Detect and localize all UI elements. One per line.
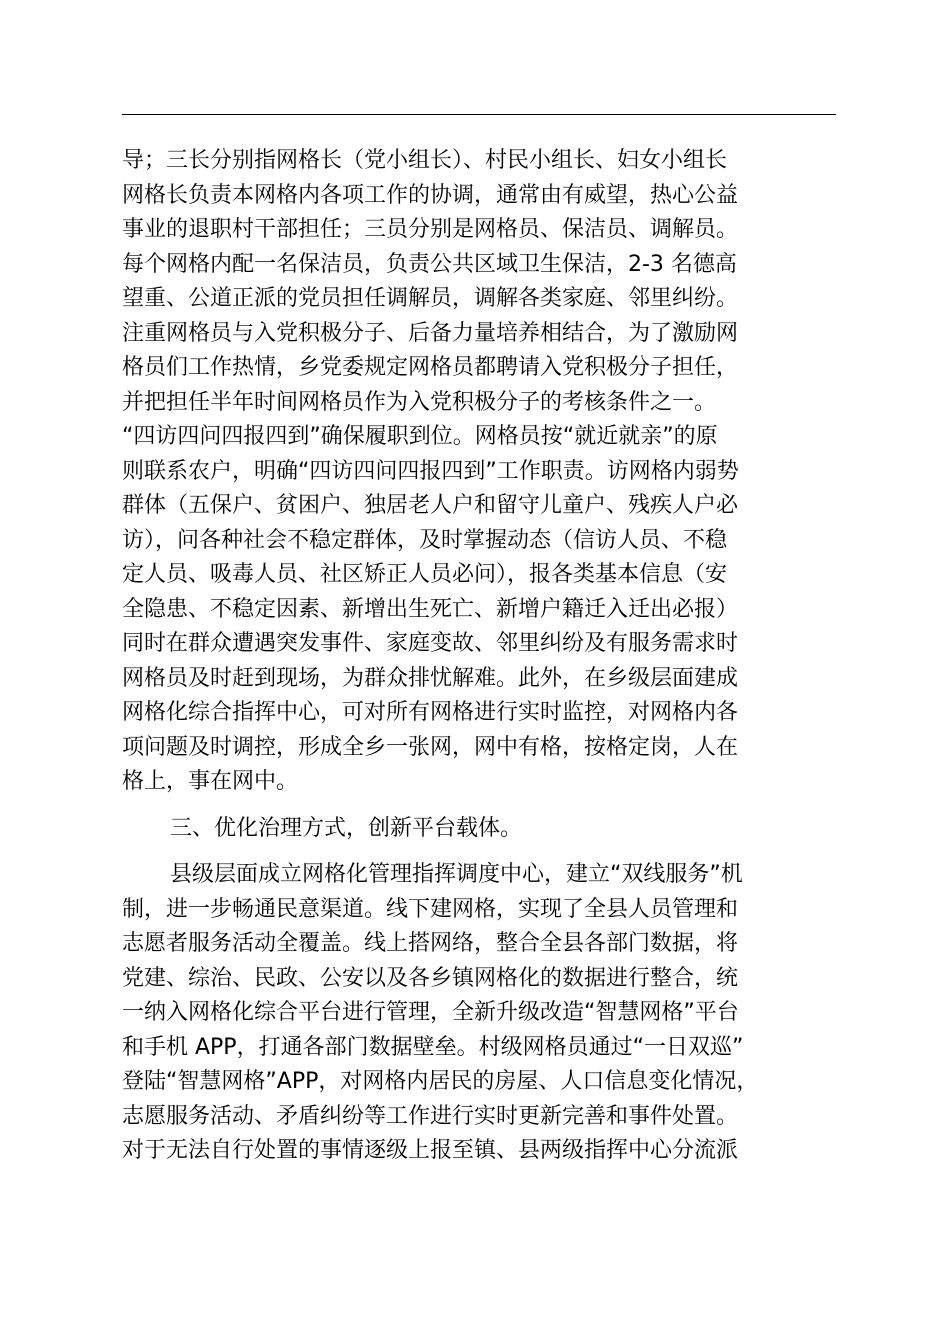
text-line: 每个网格内配一名保洁员，负责公共区域卫生保洁，2-3 名德高 <box>122 251 737 277</box>
text-line: 访），问各种社会不稳定群体，及时掌握动态（信访人员、不稳 <box>122 527 728 553</box>
text-line: 定人员、吸毒人员、社区矫正人员必问），报各类基本信息（安 <box>122 562 728 587</box>
text-line: 县级层面成立网格化管理指挥调度中心，建立“双线服务”机 <box>170 862 743 887</box>
document-body <box>122 144 862 1169</box>
header-rule <box>122 114 836 115</box>
text-line: 登陆“智慧网格”APP，对网格内居民的房屋、人口信息变化情况， <box>122 1069 759 1094</box>
text-line: 格上，事在网中。 <box>122 769 299 794</box>
text-line: 网格员及时赶到现场，为群众排忧解难。此外，在乡级层面建成 <box>122 665 739 691</box>
text-line: 则联系农户，明确“四访四问四报四到”工作职责。访网格内弱势 <box>122 458 739 484</box>
text-line: 同时在群众遭遇突发事件、家庭变故、邻里纠纷及有服务需求时 <box>122 631 739 656</box>
text-line: 一纳入网格化综合平台进行管理，全新升级改造“智慧网格”平台 <box>122 1000 739 1025</box>
text-line: 导；三长分别指网格长（党小组长）、村民小组长、妇女小组长 <box>122 148 728 173</box>
text-line: 志愿服务活动、矛盾纠纷等工作进行实时更新完善和事件处置。 <box>122 1103 739 1129</box>
text-line: 格员们工作热情，乡党委规定网格员都聘请入党积极分子担任， <box>122 355 739 380</box>
text-line: 望重、公道正派的党员担任调解员，调解各类家庭、邻里纠纷。 <box>122 286 739 311</box>
text-line: 群体（五保户、贫困户、独居老人户和留守儿童户、残疾人户必 <box>122 493 739 518</box>
text-line: 志愿者服务活动全覆盖。线上搭网络，整合全县各部门数据，将 <box>122 931 739 956</box>
paragraph-gap <box>122 800 862 812</box>
text-line: 党建、综治、民政、公安以及各乡镇网格化的数据进行整合，统 <box>122 965 739 991</box>
text-line: 网格长负责本网格内各项工作的协调，通常由有威望，热心公益 <box>122 182 739 208</box>
text-line: 项问题及时调控，形成全乡一张网，网中有格，按格定岗，人在 <box>122 734 739 760</box>
text-line: 制，进一步畅通民意渠道。线下建网格，实现了全县人员管理和 <box>122 896 739 922</box>
text-line: 网格化综合指挥中心，可对所有网格进行实时监控，对网格内各 <box>122 700 739 725</box>
text-line: 全隐患、不稳定因素、新增出生死亡、新增户籍迁入迁出必报） <box>122 596 739 622</box>
text-line: 和手机 APP，打通各部门数据壁垒。村级网格员通过“一日双巡” <box>122 1034 744 1060</box>
section-heading: 三、优化治理方式，创新平台载体。 <box>170 815 523 841</box>
paragraph-gap <box>122 846 862 858</box>
text-line: “四访四问四报四到”确保履职到位。网格员按“就近就亲”的原 <box>122 424 718 449</box>
text-line: 并把担任半年时间网格员作为入党积极分子的考核条件之一。 <box>122 389 717 415</box>
text-line: 事业的退职村干部担任；三员分别是网格员、保洁员、调解员。 <box>122 217 739 242</box>
text-line: 注重网格员与入党积极分子、后备力量培养相结合，为了激励网 <box>122 320 739 346</box>
text-line: 对于无法自行处置的事情逐级上报至镇、县两级指挥中心分流派 <box>122 1138 739 1163</box>
